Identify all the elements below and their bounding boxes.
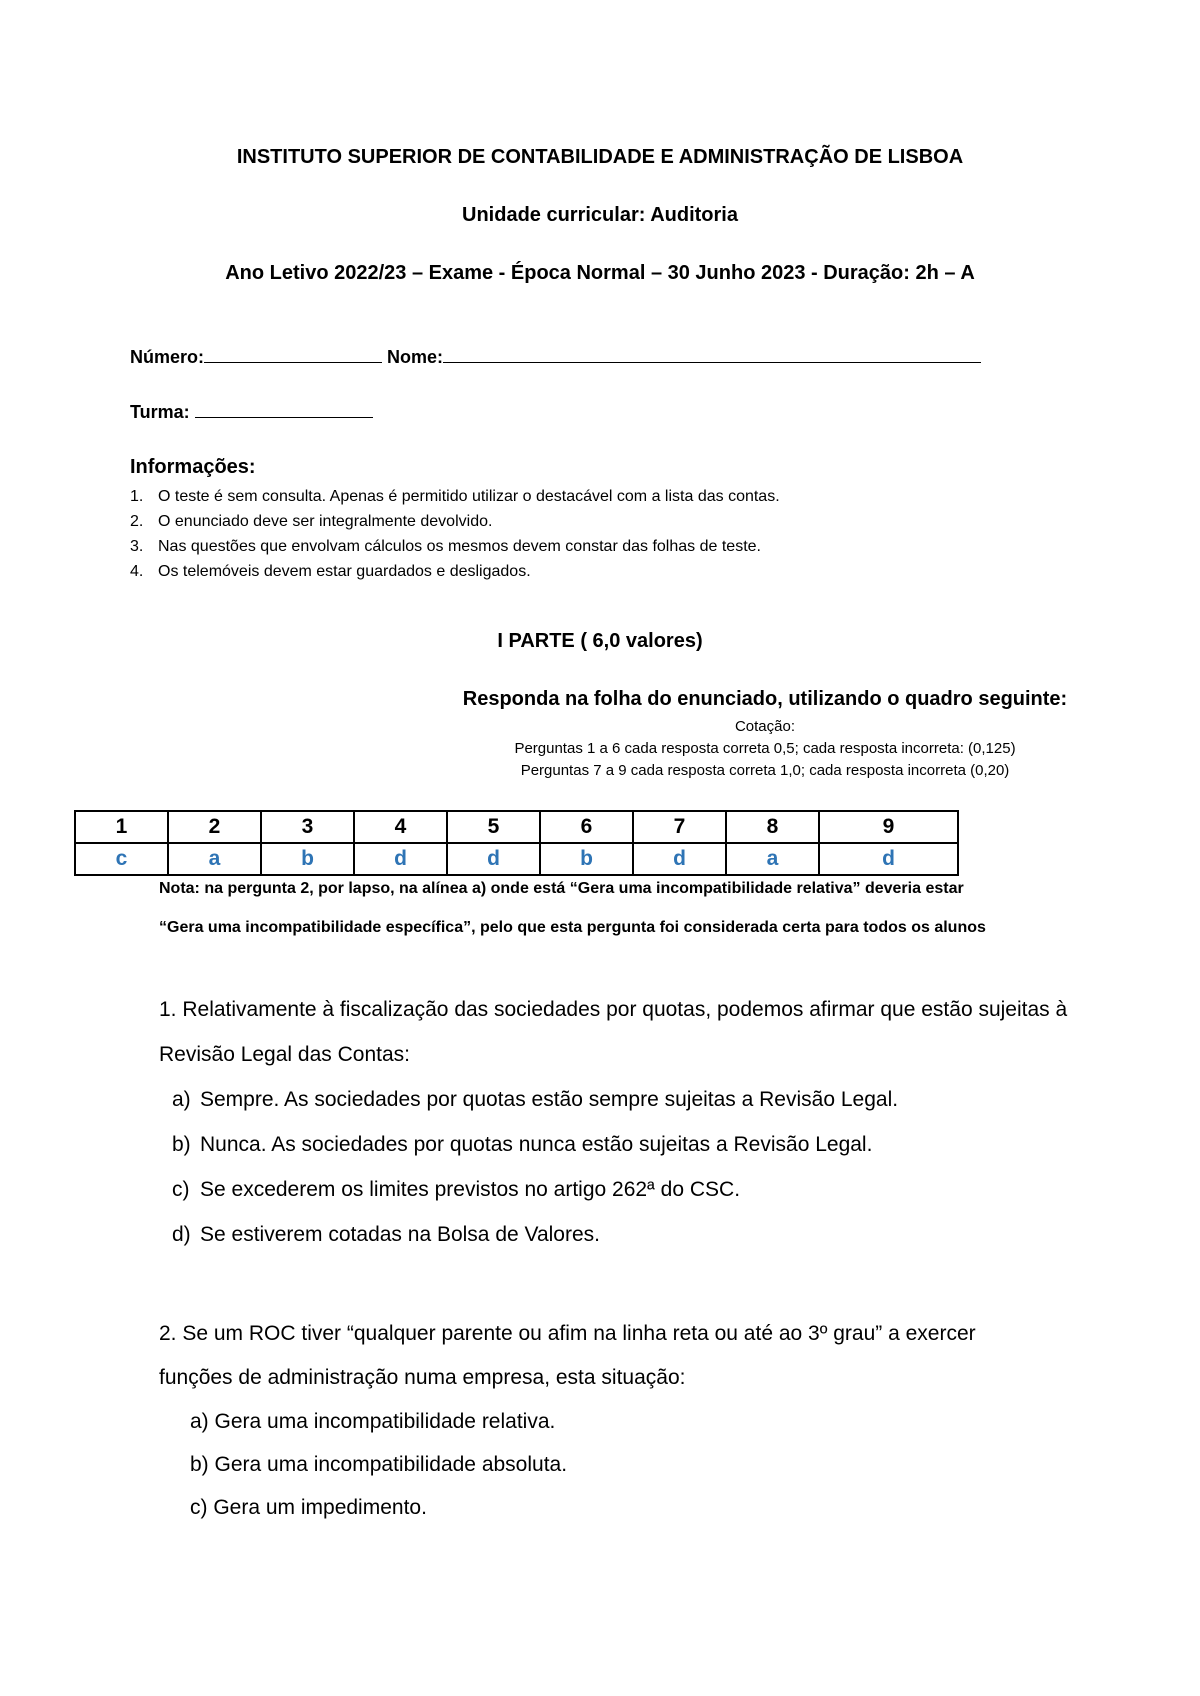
course-unit: Unidade curricular: Auditoria [462, 204, 738, 226]
answer-cell[interactable]: c [75, 843, 168, 875]
institute-title: INSTITUTO SUPERIOR DE CONTABILIDADE E ADMINISTRAÇÃO DE LISBOA [236, 146, 964, 168]
question-number-cell: 1 [75, 811, 168, 843]
info-item: 4. Os telemóveis devem estar guardados e desligados. [130, 563, 531, 580]
answer-instruction: Responda na folha do enunciado, utilizando o quadro seguinte: [462, 688, 1068, 710]
numero-label: Número: [130, 347, 205, 367]
turma-field[interactable] [130, 401, 373, 423]
question-1-option-b[interactable]: b) Nunca. As sociedades por quotas nunca estão sujeitas a Revisão Legal. [172, 1133, 873, 1156]
cotacao-line: Perguntas 7 a 9 cada resposta correta 1,0; cada resposta incorreta (0,20) [520, 762, 1010, 779]
answer-cell[interactable]: d [447, 843, 540, 875]
question-1-text: 1. Relativamente à fiscalização das sociedades por quotas, podemos afirmar que estão sujeitas à [159, 998, 1068, 1021]
question-number-cell: 6 [540, 811, 633, 843]
question-2-option-c[interactable]: c) Gera um impedimento. [190, 1496, 427, 1519]
info-title: Informações: [130, 456, 256, 478]
question-number-row [75, 811, 958, 843]
numero-blank[interactable] [204, 346, 382, 363]
question-2-option-a[interactable]: a) Gera uma incompatibilidade relativa. [190, 1410, 556, 1433]
turma-blank[interactable] [195, 401, 373, 418]
question-2-text: funções de administração numa empresa, esta situação: [159, 1366, 686, 1389]
answer-row [75, 843, 958, 875]
question-number-cell: 4 [354, 811, 447, 843]
cotacao-label: Cotação: [734, 718, 796, 735]
answer-cell[interactable]: a [726, 843, 819, 875]
numero-field[interactable] [130, 346, 981, 368]
question-number-cell: 9 [819, 811, 958, 843]
question-number-cell: 8 [726, 811, 819, 843]
question-2-text: 2. Se um ROC tiver “qualquer parente ou afim na linha reta ou até ao 3º grau” a exercer [159, 1322, 976, 1345]
info-item: 3. Nas questões que envolvam cálculos os mesmos devem constar das folhas de teste. [130, 538, 761, 555]
answer-table [74, 810, 959, 876]
question-1-option-d[interactable]: d) Se estiverem cotadas na Bolsa de Valores. [172, 1223, 600, 1246]
turma-label: Turma: [130, 402, 195, 422]
answer-cell[interactable]: d [633, 843, 726, 875]
question-number-cell: 5 [447, 811, 540, 843]
part-title: I PARTE ( 6,0 valores) [497, 630, 703, 652]
nome-blank[interactable] [443, 346, 981, 363]
info-item: 2. O enunciado deve ser integralmente devolvido. [130, 513, 493, 530]
question-1-text: Revisão Legal das Contas: [159, 1043, 410, 1066]
cotacao-line: Perguntas 1 a 6 cada resposta correta 0,5; cada resposta incorreta: (0,125) [514, 740, 1016, 757]
answer-cell[interactable]: b [540, 843, 633, 875]
question-number-cell: 7 [633, 811, 726, 843]
answer-cell[interactable]: a [168, 843, 261, 875]
note-line: Nota: na pergunta 2, por lapso, na alínea a) onde está “Gera uma incompatibilidade relativa” deveria estar [159, 880, 964, 897]
nome-label: Nome: [387, 347, 444, 367]
question-1-option-c[interactable]: c) Se excederem os limites previstos no artigo 262ª do CSC. [172, 1178, 741, 1201]
answer-cell[interactable]: d [819, 843, 958, 875]
note-line: “Gera uma incompatibilidade específica”, pelo que esta pergunta foi considerada certa para todos os alunos [159, 919, 986, 936]
info-item: 1. O teste é sem consulta. Apenas é permitido utilizar o destacável com a lista das contas. [130, 488, 780, 505]
answer-cell[interactable]: d [354, 843, 447, 875]
question-2-option-b[interactable]: b) Gera uma incompatibilidade absoluta. [190, 1453, 568, 1476]
question-number-cell: 2 [168, 811, 261, 843]
info-list [130, 484, 780, 584]
answer-cell[interactable]: b [261, 843, 354, 875]
question-1-option-a[interactable]: a) Sempre. As sociedades por quotas estão sempre sujeitas a Revisão Legal. [172, 1088, 899, 1111]
question-number-cell: 3 [261, 811, 354, 843]
exam-details: Ano Letivo 2022/23 – Exame - Época Normal – 30 Junho 2023 - Duração: 2h – A [225, 262, 975, 284]
